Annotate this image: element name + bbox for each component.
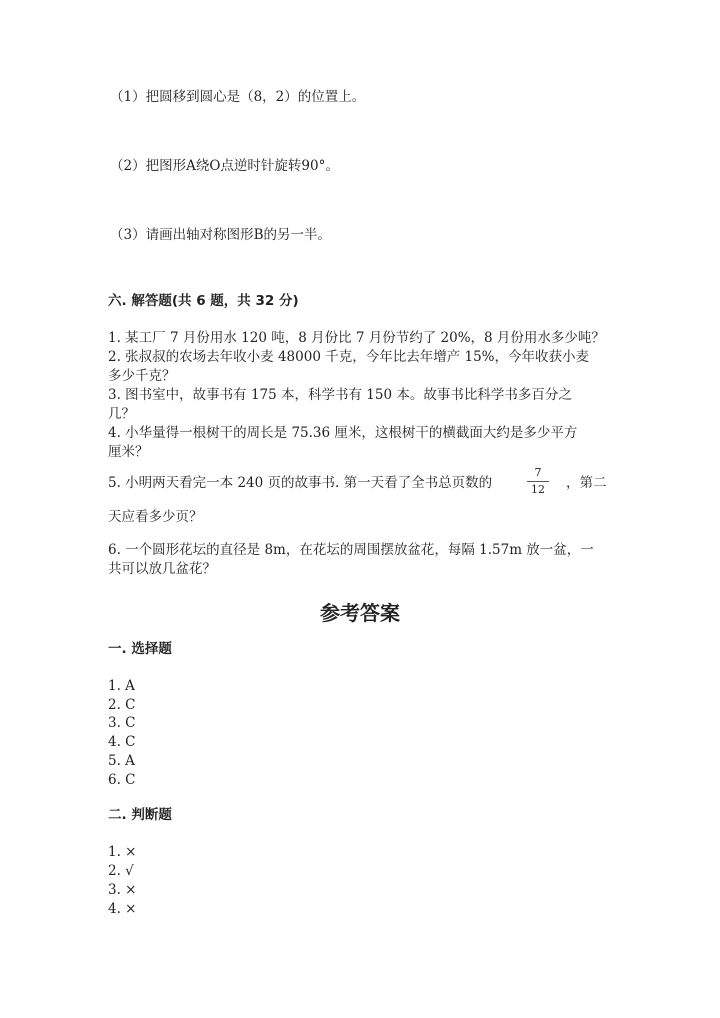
question-5-line1-end: ，第二 [566,475,607,491]
answer-item: 4. × [108,901,137,917]
fraction-7-12 [527,467,549,496]
answer-item: 2. C [108,697,136,713]
question-6-line1: 6. 一个圆形花坛的直径是 8m，在花坛的周围摆放盆花，每隔 1.57m 放一盆，一 [108,542,594,558]
answers-section1-heading: 一. 选择题 [108,641,172,657]
answer-item: 1. × [108,844,137,860]
question-5-line2: 天应看多少页？ [108,509,203,525]
fraction-numerator: 7 [534,466,542,479]
answer-item: 3. C [108,715,136,731]
answer-item: 4. C [108,734,136,750]
question-1: 1. 某工厂 7 月份用水 120 吨，8 月份比 7 月份节约了 20%，8 月份用水多少吨？ [108,330,605,346]
fraction-denominator: 12 [531,483,545,496]
answer-item: 6. C [108,772,136,788]
question-6-line2: 共可以放几盆花？ [108,561,216,577]
question-2-line1: 2. 张叔叔的农场去年收小麦 48000 千克，今年比去年增产 15%，今年收获小麦 [108,349,589,365]
question-2-line2: 多少千克？ [108,368,176,384]
answers-title: 参考答案 [320,601,400,625]
answer-item: 2. √ [108,863,134,879]
question-3-line2: 几？ [108,406,135,422]
question-3-line1: 3. 图书室中，故事书有 175 本，科学书有 150 本。故事书比科学书多百分之 [108,387,572,403]
question-5-line1: 5. 小明两天看完一本 240 页的故事书. 第一天看了全书总页数的 [108,475,493,491]
question-4-line1: 4. 小华量得一根树干的周长是 75.36 厘米，这根树干的横截面大约是多少平方 [108,425,578,441]
section6-heading: 六. 解答题(共 6 题，共 32 分) [108,293,299,309]
fraction-bar [527,481,549,482]
instruction-1: （1）把圆移到圆心是（8，2）的位置上。 [110,89,366,105]
instruction-3: （3）请画出轴对称图形B的另一半。 [110,227,332,243]
answer-item: 1. A [108,678,135,694]
instruction-2: （2）把图形A绕O点逆时针旋转90°。 [110,158,339,174]
question-4-line2: 厘米？ [108,444,149,460]
answers-section2-heading: 二. 判断题 [108,807,172,823]
answer-item: 3. × [108,882,137,898]
answer-item: 5. A [108,753,135,769]
